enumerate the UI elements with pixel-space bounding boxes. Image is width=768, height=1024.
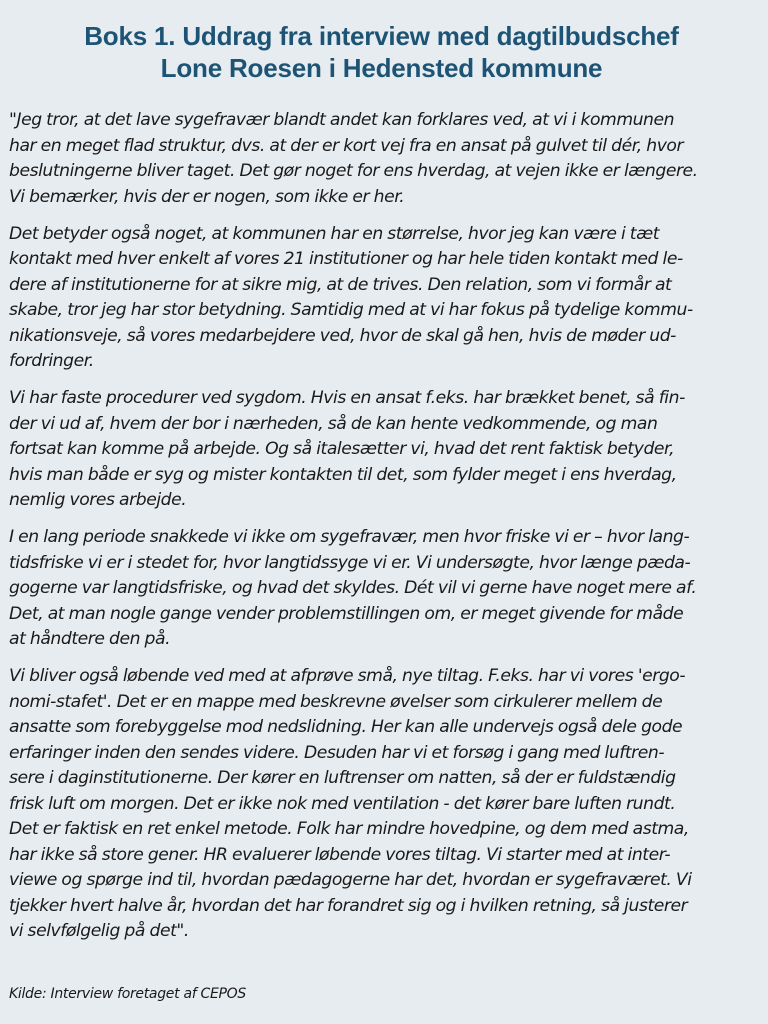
text-line: ansatte som forebyggelse mod nedslidning. Her kan alle undervejs også dele gode [9, 717, 683, 737]
box-title-line-1: Boks 1. Uddrag fra interview med dagtilbudschef [84, 21, 679, 51]
text-line: I en lang periode snakkede vi ikke om sygefravær, men hvor friske vi er – hvor lang- [9, 527, 690, 547]
text-line: har en meget flad struktur, dvs. at der er kort vej fra en ansat på gulvet til dér, hvor [9, 135, 684, 156]
paragraph-2 [9, 222, 754, 375]
text-line: gogerne var langtidsfriske, og hvad det skyldes. Dét vil vi gerne have noget mere af. [9, 578, 697, 598]
text-line: Vi bemærker, hvis der er nogen, som ikke er her. [9, 186, 405, 207]
box-title-line-2: Lone Roesen i Hedensted kommune [160, 53, 603, 83]
text-line: at håndtere den på. [9, 629, 171, 649]
text-line: fordringer. [9, 351, 94, 371]
text-line: Det betyder også noget, at kommunen har en størrelse, hvor jeg kan være i tæt [9, 223, 660, 244]
paragraph-1 [9, 108, 754, 210]
text-line: vi selvfølgelig på det". [9, 921, 189, 941]
source-note: Kilde: Interview foretaget af CEPOS [9, 986, 246, 1002]
box-title [9, 20, 754, 84]
paragraph-4 [9, 525, 754, 653]
text-line: tjekker hvert halve år, hvordan det har forandret sig og i hvilken retning, så justerer [9, 895, 688, 916]
text-line: skabe, tror jeg har stor betydning. Samtidig med at vi har fokus på tydelige kommu- [9, 300, 693, 320]
text-line: erfaringer inden den sendes videre. Desuden har vi et forsøg i gang med luftren- [9, 742, 665, 763]
text-line: Vi bliver også løbende ved med at afprøve små, nye tiltag. F.eks. har vi vores 'ergo- [9, 666, 686, 686]
interview-body [9, 108, 754, 945]
text-line: der vi ud af, hvem der bor i nærheden, så de kan hente vedkommende, og man [9, 413, 658, 434]
text-line: sere i daginstitutionerne. Der kører en luftrenser om natten, så der er fuldstændig [9, 768, 676, 788]
text-line: kontakt med hver enkelt af vores 21 institutioner og har hele tiden kontakt med le- [9, 249, 683, 269]
paragraph-3 [9, 386, 754, 514]
text-line: har ikke så store gener. HR evaluerer løbende vores tiltag. Vi starter med at inter- [9, 844, 671, 865]
text-line: Vi har faste procedurer ved sygdom. Hvis en ansat f.eks. har brækket benet, så fin- [9, 388, 685, 408]
text-line: nikationsveje, så vores medarbejdere ved, hvor de skal gå hen, hvis de møder ud- [9, 325, 676, 346]
text-line: Det er faktisk en ret enkel metode. Folk har mindre hovedpine, og dem med astma, [9, 819, 689, 839]
text-line: frisk luft om morgen. Det er ikke nok med ventilation - det kører bare luften rundt. [9, 793, 676, 814]
text-line: fortsat kan komme på arbejde. Og så italesætter vi, hvad det rent faktisk betyder, [9, 439, 675, 459]
text-line: viewe og spørge ind til, hvordan pædagogerne har det, hvordan er sygefraværet. Vi [9, 870, 692, 890]
paragraph-5 [9, 664, 754, 945]
text-line: dere af institutionerne for at sikre mig, at de trives. Den relation, som vi formår at [9, 274, 672, 295]
text-line: nomi-stafet'. Det er en mappe med beskrevne øvelser som cirkulerer mellem de [9, 691, 663, 712]
text-line: Det, at man nogle gange vender problemstillingen om, er meget givende for måde [9, 603, 684, 624]
text-line: hvis man både er syg og mister kontakten til det, som fylder meget i ens hverdag, [9, 464, 677, 485]
text-line: tidsfriske vi er i stedet for, hvor langtidssyge vi er. Vi undersøgte, hvor længe pæda- [9, 552, 691, 573]
text-line: beslutningerne bliver taget. Det gør noget for ens hverdag, at vejen ikke er længere. [9, 161, 698, 181]
text-line: "Jeg tror, at det lave sygefravær blandt andet kan forklares ved, at vi i kommunen [9, 110, 675, 130]
text-line: nemlig vores arbejde. [9, 490, 187, 510]
